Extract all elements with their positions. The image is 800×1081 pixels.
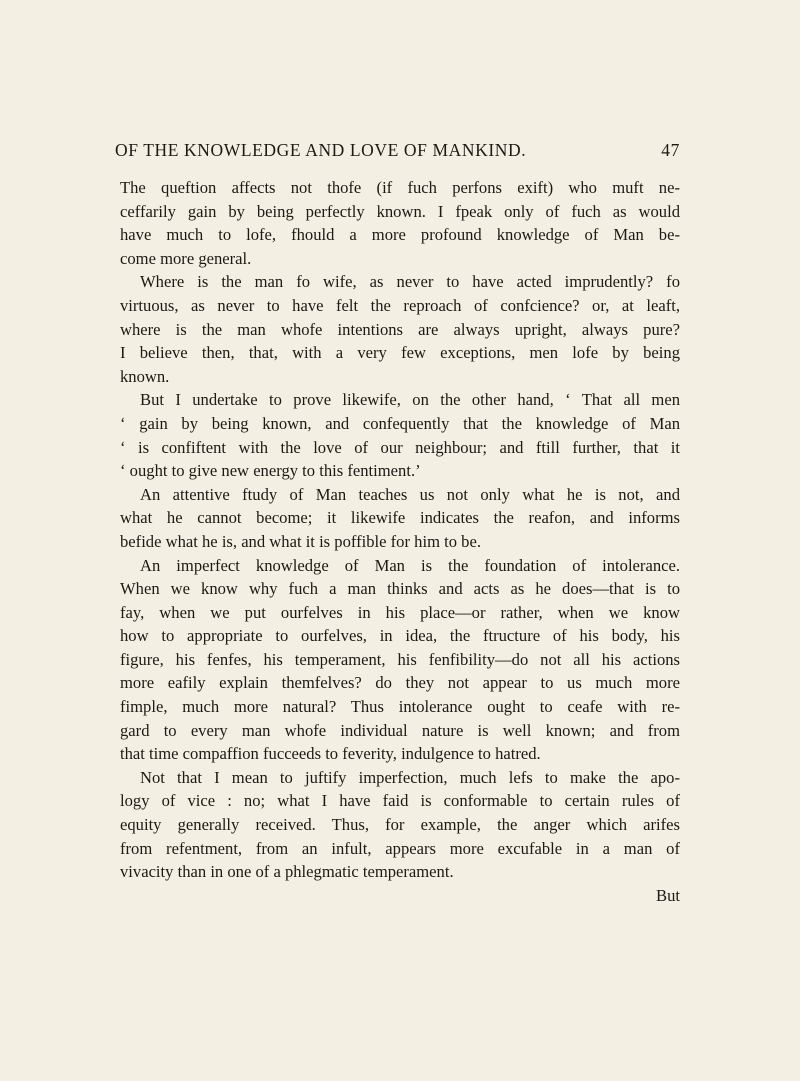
text-line: An imperfect knowledge of Man is the foundation of intolerance. [140,555,680,575]
text-line: Where is the man fo wife, as never to have acted imprudently? fo [140,272,680,292]
text-line: ‘ gain by being known, and confequently that the knowledge of Man [120,413,680,433]
running-title: OF THE KNOWLEDGE AND LOVE OF MANKIND. [115,140,527,160]
text-line: where is the man whofe intentions are always upright, always pure? [120,319,680,339]
text-line: what he cannot become; it likewife indicates the reafon, and informs [120,508,680,528]
body-text [120,176,680,907]
text-line: ‘ is confiftent with the love of our neighbour; and ftill further, that it [120,437,680,457]
text-line: have much to lofe, fhould a more profound knowledge of Man be- [120,225,680,245]
text-line: When we know why fuch a man thinks and acts as he does—that is to [120,579,680,599]
text-line: An attentive ftudy of Man teaches us not only what he is not, and [140,484,680,504]
text-line: more eafily explain themfelves? do they not appear to us much more [120,673,680,693]
text-line: figure, his fenfes, his temperament, his fenfibility—do not all his actions [120,649,680,669]
text-line: ceffarily gain by being perfectly known. I fpeak only of fuch as would [120,201,680,221]
text-line: from refentment, from an infult, appears more excufable in a man of [120,838,680,858]
text-line: fay, when we put ourfelves in his place—or rather, when we know [120,602,680,622]
running-header [115,140,680,164]
text-line: But I undertake to prove likewife, on the other hand, ‘ That all men [140,390,680,410]
text-line: virtuous, as never to have felt the reproach of confcience? or, at leaft, [120,295,680,315]
text-line: befide what he is, and what it is poffible for him to be. [120,531,481,551]
text-line: The queftion affects not thofe (if fuch perfons exift) who muft ne- [120,178,680,197]
text-line: come more general. [120,248,252,268]
text-line: fimple, much more natural? Thus intolerance ought to ceafe with re- [120,697,680,717]
catchword: But [656,885,680,905]
text-line: how to appropriate to ourfelves, in idea, the ftructure of his body, his [120,626,680,646]
text-line: Not that I mean to juftify imperfection, much lefs to make the apo- [140,767,680,787]
text-line: that time compaffion fucceeds to feverity, indulgence to hatred. [120,744,541,764]
text-line: known. [120,366,170,386]
page-number: 47 [661,140,680,160]
text-line: gard to every man whofe individual nature is well known; and from [120,720,680,740]
text-line: ‘ ought to give new energy to this fentiment.’ [120,461,421,481]
text-line: vivacity than in one of a phlegmatic temperament. [120,862,454,882]
text-line: equity generally received. Thus, for example, the anger which arifes [120,815,680,835]
text-line: I believe then, that, with a very few exceptions, men lofe by being [120,343,680,363]
text-line: logy of vice : no; what I have faid is conformable to certain rules of [120,791,680,811]
